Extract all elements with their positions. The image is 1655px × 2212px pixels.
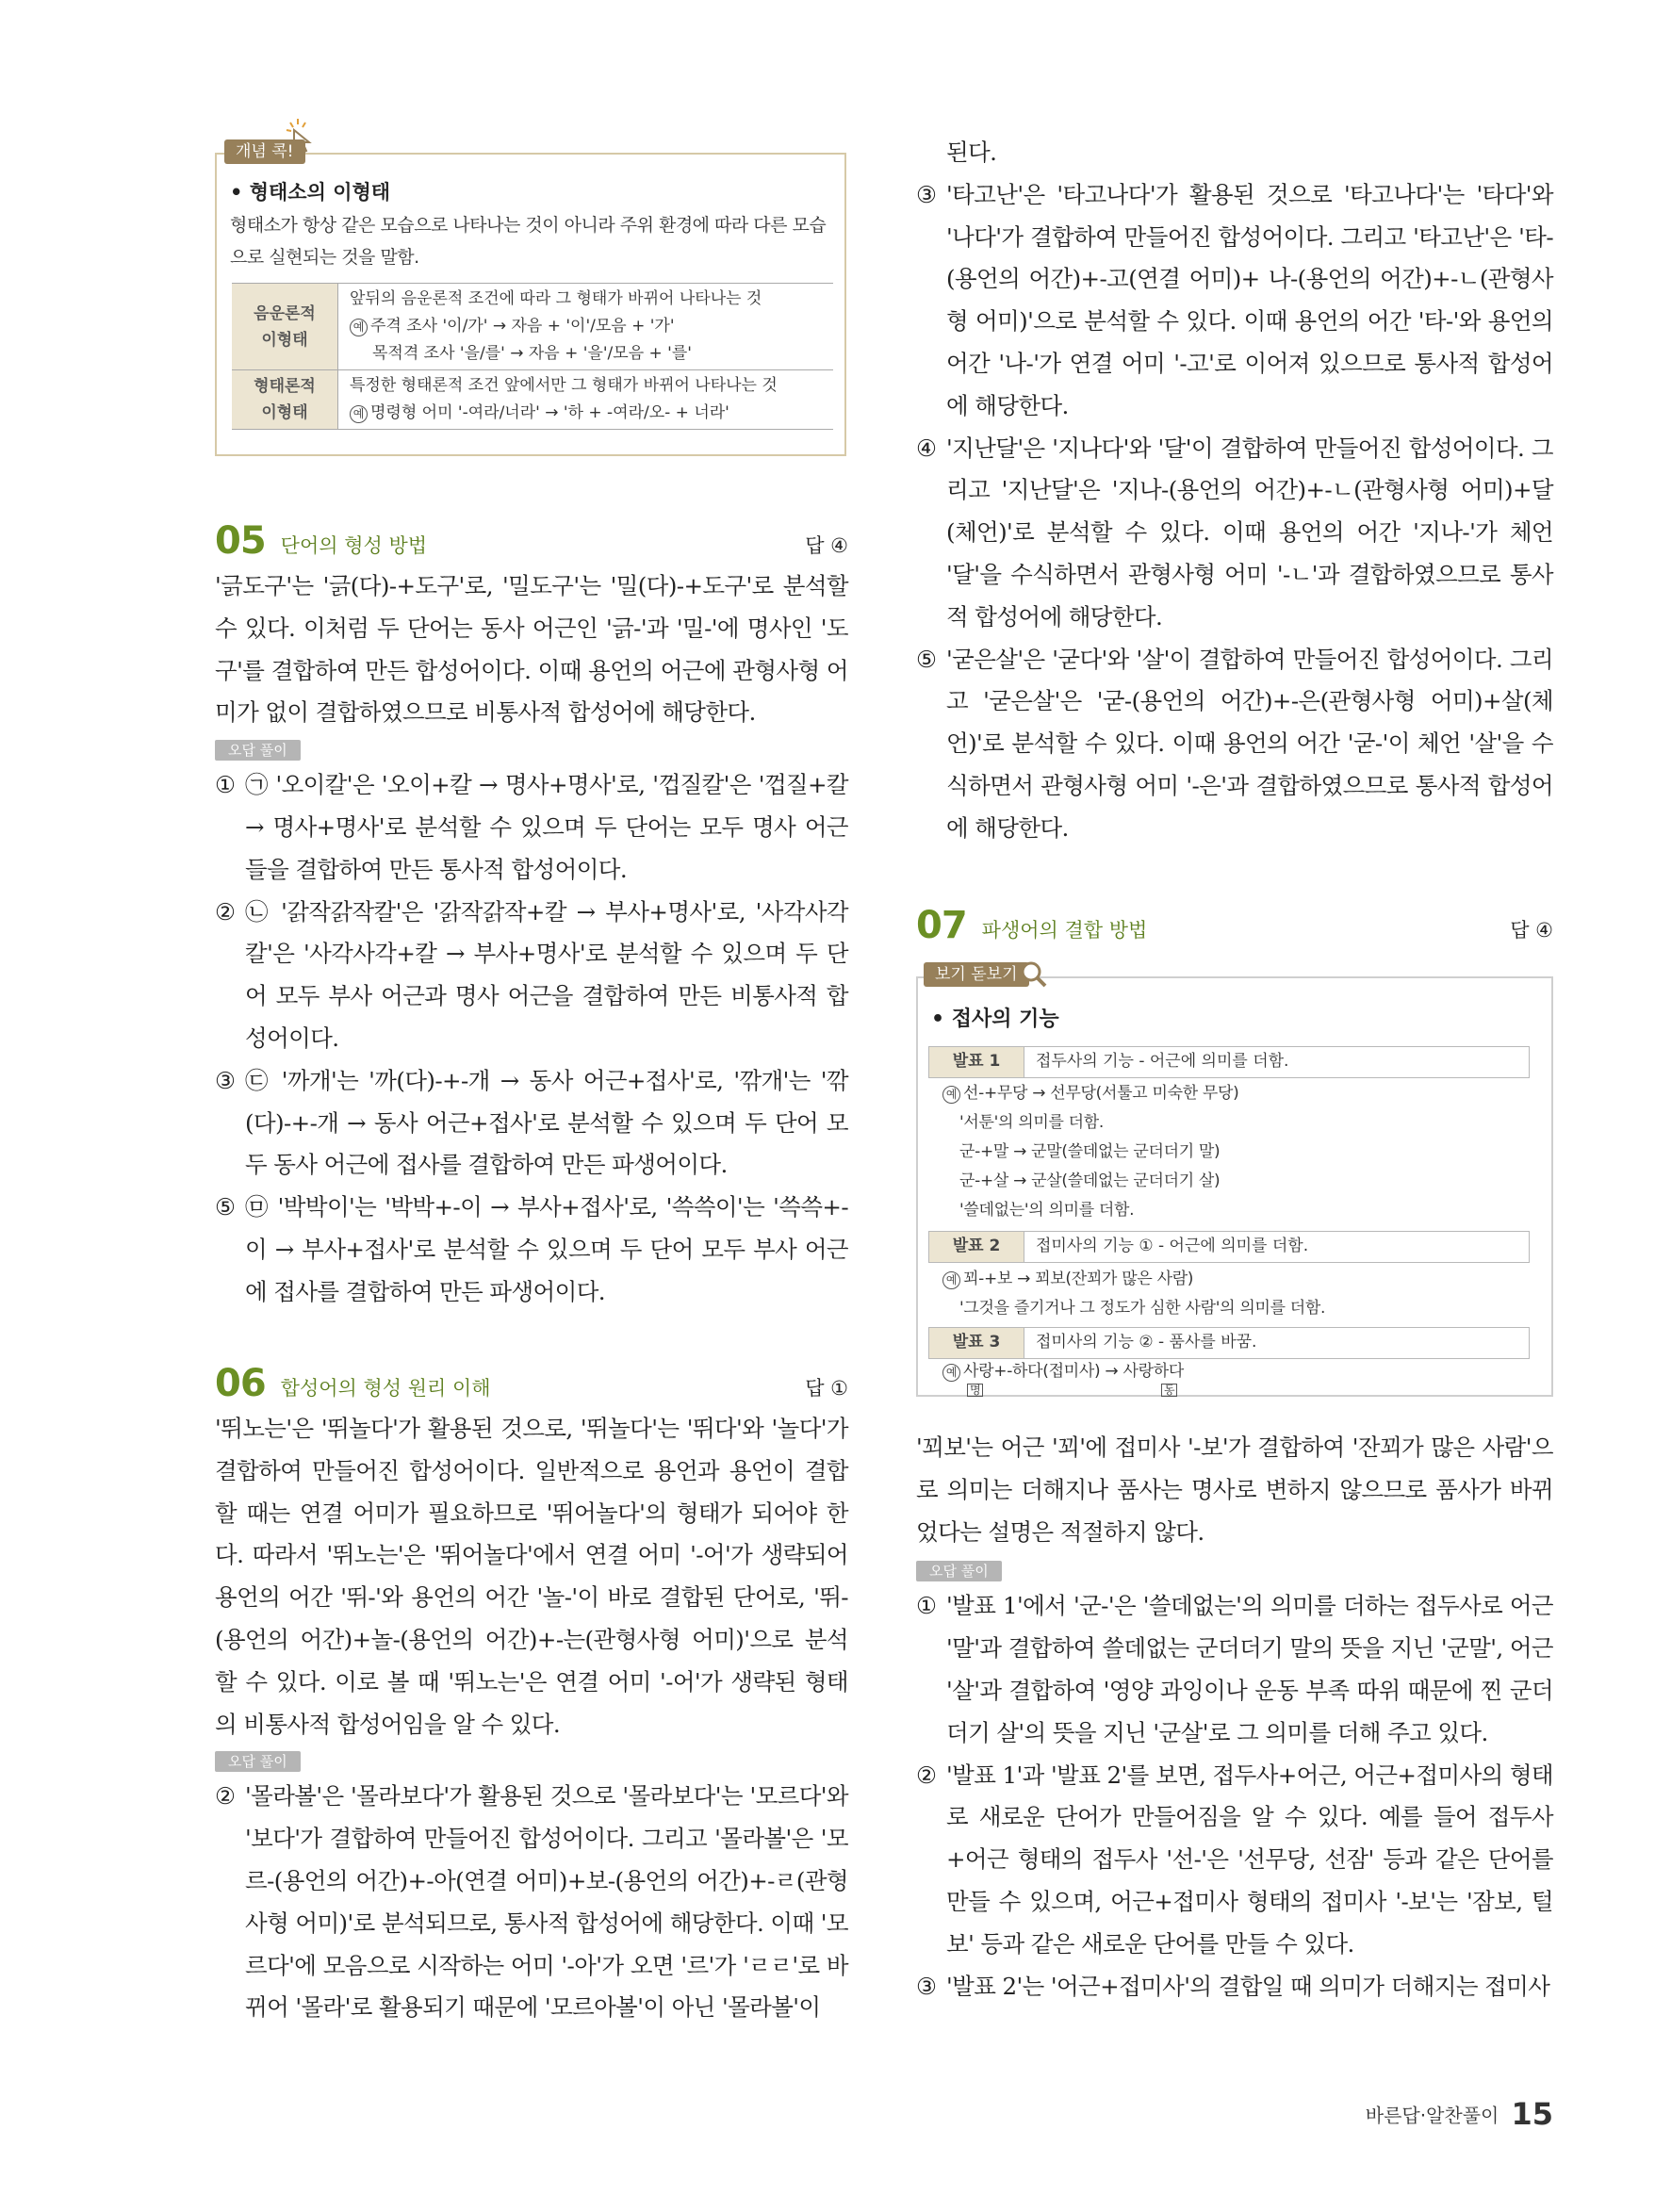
concept-description: 형태소가 항상 같은 모습으로 나타나는 것이 아니라 주위 환경에 따라 다른 모습으로 실현되는 것을 말함.	[230, 215, 827, 268]
continuation-text: 된다.	[946, 139, 997, 166]
example-line: 꾀-+보 → 꾀보(잔꾀가 많은 사람)	[963, 1270, 1194, 1288]
example-line: 군-+살 → 군살(쓸데없는 군더더기 살)	[959, 1172, 1221, 1190]
table-row	[232, 370, 833, 430]
explanation-body: '꾀보'는 어근 '꾀'에 접미사 '-보'가 결합하여 '잔꾀가 많은 사람'으로 의미는 더해지나 품사는 명사로 변하지 않으므로 품사가 바뀌었다는 설명은 적절하지 않다.	[916, 1434, 1553, 1546]
list-item	[215, 892, 848, 1060]
row-text: 접두사의 기능 - 어근에 의미를 더함.	[1036, 1052, 1289, 1071]
item-text: ㉡ '갉작갉작칼'은 '갉작갉작+칼 → 부사+명사'로, '사각사각칼'은 '사각사각+칼 → 부사+명사'로 분석할 수 있으며 두 단어 모두 부사 어근과 명사 어근을 결합하여 만든 비통사적 합성어이다.	[245, 897, 848, 1052]
example-line: '쓸데없는'의 의미를 더함.	[959, 1201, 1135, 1220]
example-marker: 예	[942, 1271, 960, 1289]
concept-title: • 형태소의 이형태	[230, 181, 391, 204]
question-07-explanation	[916, 1427, 1553, 2007]
row-head: 음운론적	[254, 303, 316, 323]
question-07	[916, 893, 1553, 946]
item-number: ③	[215, 1066, 236, 1094]
question-06	[215, 1352, 848, 2029]
item-number: ③	[916, 1972, 937, 2000]
wrong-answer-tag: 오답 풀이	[215, 1751, 301, 1772]
example-line: '그것을 즐기거나 그 정도가 심한 사람'의 의미를 더함.	[959, 1299, 1326, 1318]
list-item	[916, 428, 1553, 639]
question-05	[215, 509, 848, 1314]
item-text: '지난달'은 '지나다'와 '달'이 결합하여 만들어진 합성어이다. 그리고 '지난달'은 '지나-(용언의 어간)+-ㄴ(관형사형 어미)+달(체언)'로 분석할 수 있다. 이때 용언의 어간 '지나-'가 체언 '달'을 수식하면서 관형사형 어미 '-ㄴ'과 결합하였으므로 통사적 합성어에 해당한다.	[946, 434, 1553, 631]
item-number: ②	[916, 1761, 937, 1789]
item-text: '발표 2'는 '어근+접미사'의 결합일 때 의미가 더해지는 접미사	[946, 1972, 1550, 2000]
item-number: ②	[215, 897, 236, 926]
item-text: ㉠ '오이칼'은 '오이+칼 → 명사+명사'로, '껍질칼'은 '껍질+칼 → 명사+명사'로 분석할 수 있으며 두 단어는 모두 명사 어근들을 결합하여 만든 통사적 합성어이다.	[245, 771, 848, 883]
magnifier-icon	[1020, 960, 1048, 989]
item-text: '발표 1'에서 '군-'은 '쓸데없는'의 의미를 더하는 접두사로 어근 '말'과 결합하여 쓸데없는 군더더기 말의 뜻을 지닌 '군말', 어근 '살'과 결합하여 '영양 과잉이나 운동 부족 따위 때문에 찐 군더더기 살'의 뜻을 지닌 '군살'로 그 의미를 더해 주고 있다.	[946, 1592, 1553, 1746]
explanation-body: '긁도구'는 '긁(다)-+도구'로, '밀도구'는 '밀(다)-+도구'로 분석할 수 있다. 이처럼 두 단어는 동사 어근인 '긁-'과 '밀-'에 명사인 '도구'를 결합하여 만든 합성어이다. 이때 용언의 어근에 관형사형 어미가 없이 결합하였으므로 비통사적 합성어에 해당한다.	[215, 572, 848, 727]
answer-label: 답 ①	[805, 1377, 848, 1400]
example-marker: 예	[942, 1086, 960, 1104]
footer-label: 바른답·알찬풀이	[1365, 2104, 1499, 2127]
page-number: 15	[1511, 2096, 1553, 2132]
item-number: ③	[916, 180, 937, 208]
answer-label: 답 ④	[805, 534, 848, 557]
item-text: ㉢ '까개'는 '까(다)-+-개 → 동사 어근+접사'로, '깎개'는 '깎(다)-+-개 → 동사 어근+접사'로 분석할 수 있으며 두 단어 모두 동사 어근에 접사를 결합하여 만든 파생어이다.	[245, 1066, 848, 1179]
list-item	[916, 174, 1553, 428]
item-number: ④	[916, 434, 937, 462]
question-number: 05	[215, 519, 266, 563]
item-number: ①	[215, 771, 236, 799]
list-item	[215, 1187, 848, 1313]
list-item	[916, 1966, 1553, 2008]
bogi-row	[928, 1231, 1530, 1263]
example-line: 사랑+-하다(접미사) → 사랑하다	[963, 1362, 1184, 1381]
example-block	[942, 1359, 1184, 1397]
concept-tab: 개념 콕!	[224, 139, 305, 164]
question-title: 합성어의 형성 원리 이해	[280, 1377, 491, 1400]
example-marker: 예	[350, 405, 368, 423]
example-block	[942, 1265, 1325, 1323]
item-number: ⑤	[215, 1193, 236, 1221]
row-text: 접미사의 기능 ② - 품사를 바꿈.	[1036, 1333, 1257, 1352]
list-item	[215, 764, 848, 891]
pos-label: 명	[967, 1384, 983, 1397]
row-definition: 앞뒤의 음운론적 조건에 따라 그 형태가 바뀌어 나타나는 것	[350, 289, 762, 308]
example-marker: 예	[942, 1364, 960, 1382]
example-marker: 예	[350, 319, 368, 336]
row-head: 이형태	[261, 403, 308, 422]
question-number: 06	[215, 1362, 266, 1405]
item-text: '타고난'은 '타고나다'가 활용된 것으로 '타고나다'는 '타다'와 '나다'가 결합하여 만들어진 합성어이다. 그리고 '타고난'은 '타-(용언의 어간)+-고(연결 어미)+ 나-(용언의 어간)+-ㄴ(관형사형 어미)'으로 분석할 수 있다. 이때 용언의 어간 '타-'와 용언의 어간 '나-'가 연결 어미 '-고'로 이어져 있으므로 통사적 합성어에 해당한다.	[946, 180, 1553, 419]
page-footer	[1366, 2096, 1553, 2132]
question-title: 파생어의 결합 방법	[981, 919, 1148, 942]
bogi-row	[928, 1046, 1530, 1078]
example-line: 선-+무당 → 선무당(서툴고 미숙한 무당)	[963, 1084, 1239, 1103]
list-item	[916, 1755, 1553, 1966]
row-label: 발표 2	[929, 1232, 1024, 1262]
list-item	[215, 1776, 848, 2029]
item-text: '발표 1'과 '발표 2'를 보면, 접두사+어근, 어근+접미사의 형태로 새로운 단어가 만들어짐을 알 수 있다. 예를 들어 접두사+어근 형태의 접두사 '선-'은 '선무당, 선잠' 등과 같은 단어를 만들 수 있으며, 어근+접미사 형태의 접미사 '-보'는 '잠보, 털보' 등과 같은 새로운 단어를 만들 수 있다.	[946, 1761, 1553, 1958]
bogi-tab: 보기 돋보기	[924, 962, 1029, 987]
pos-label: 동	[1161, 1384, 1177, 1397]
row-definition: 특정한 형태론적 조건 앞에서만 그 형태가 바뀌어 나타나는 것	[350, 376, 778, 395]
list-item	[916, 639, 1553, 850]
row-example: 명령형 어미 '-여라/너라' → '하 + -여라/오- + 너라'	[370, 403, 729, 422]
example-line: 군-+말 → 군말(쓸데없는 군더더기 말)	[959, 1142, 1221, 1161]
bogi-title: • 접사의 기능	[931, 1008, 1059, 1031]
right-continuation	[916, 132, 1553, 850]
row-example: 목적격 조사 '을/를' → 자음 + '을'/모음 + '를'	[372, 344, 692, 363]
row-label: 발표 1	[929, 1047, 1024, 1077]
example-line: '서툰'의 의미를 더함.	[959, 1113, 1105, 1132]
wrong-answer-tag: 오답 풀이	[215, 740, 301, 761]
list-item	[215, 1060, 848, 1187]
row-label: 발표 3	[929, 1328, 1024, 1358]
item-number: ②	[215, 1782, 236, 1811]
question-title: 단어의 형성 방법	[280, 534, 428, 557]
row-head: 이형태	[261, 330, 308, 350]
item-text: '굳은살'은 '굳다'와 '살'이 결합하여 만들어진 합성어이다. 그리고 '굳은살'은 '굳-(용언의 어간)+-은(관형사형 어미)+살(체언)'로 분석할 수 있다. 이때 용언의 어간 '굳-'이 체언 '살'을 수식하면서 관형사형 어미 '-은'과 결합하였으므로 통사적 합성어에 해당한다.	[946, 645, 1553, 842]
item-number: ①	[916, 1592, 937, 1620]
answer-label: 답 ④	[1510, 919, 1553, 942]
row-text: 접미사의 기능 ① - 어근에 의미를 더함.	[1036, 1237, 1309, 1255]
row-example: 주격 조사 '이/가' → 자음 + '이'/모음 + '가'	[370, 317, 675, 336]
item-text: ㉤ '박박이'는 '박박+-이 → 부사+접사'로, '쓱쓱이'는 '쓱쓱+-이 → 부사+접사'로 분석할 수 있으며 두 단어 모두 부사 어근에 접사를 결합하여 만든 파생어이다.	[245, 1193, 848, 1305]
question-number: 07	[916, 904, 967, 947]
item-text: '몰라볼'은 '몰라보다'가 활용된 것으로 '몰라보다'는 '모르다'와 '보다'가 결합하여 만들어진 합성어이다. 그리고 '몰라볼'은 '모르-(용언의 어간)+-아(연결 어미)+보-(용언의 어간)+-ㄹ(관형사형 어미)'로 분석되므로, 통사적 합성어에 해당한다. 이때 '모르다'에 모음으로 시작하는 어미 '-아'가 오면 '르'가 'ㄹㄹ'로 바뀌어 '몰라'로 활용되기 때문에 '모르아볼'이 아닌 '몰라볼'이	[245, 1782, 848, 2022]
row-head: 형태론적	[254, 377, 316, 396]
explanation-body: '뛰노는'은 '뛰놀다'가 활용된 것으로, '뛰놀다'는 '뛰다'와 '놀다'가 결합하여 만들어진 합성어이다. 일반적으로 용언과 용언이 결합할 때는 연결 어미가 필요하므로 '뛰어놀다'의 형태가 되어야 한다. 따라서 '뛰노는'은 '뛰어놀다'에서 연결 어미 '-어'가 생략되어 용언의 어간 '뛰-'와 용언의 어간 '놀-'이 바로 결합된 단어로, '뛰-(용언의 어간)+놀-(용언의 어간)+-는(관형사형 어미)'으로 분석할 수 있다. 이로 볼 때 '뛰노는'은 연결 어미 '-어'가 생략된 형태의 비통사적 합성어임을 알 수 있다.	[215, 1415, 848, 1738]
item-number: ⑤	[916, 645, 937, 673]
table-row	[232, 284, 833, 370]
concept-table	[232, 283, 833, 430]
list-item	[916, 1585, 1553, 1754]
bogi-row	[928, 1327, 1530, 1359]
example-block	[942, 1079, 1239, 1225]
wrong-answer-tag: 오답 풀이	[916, 1561, 1002, 1581]
